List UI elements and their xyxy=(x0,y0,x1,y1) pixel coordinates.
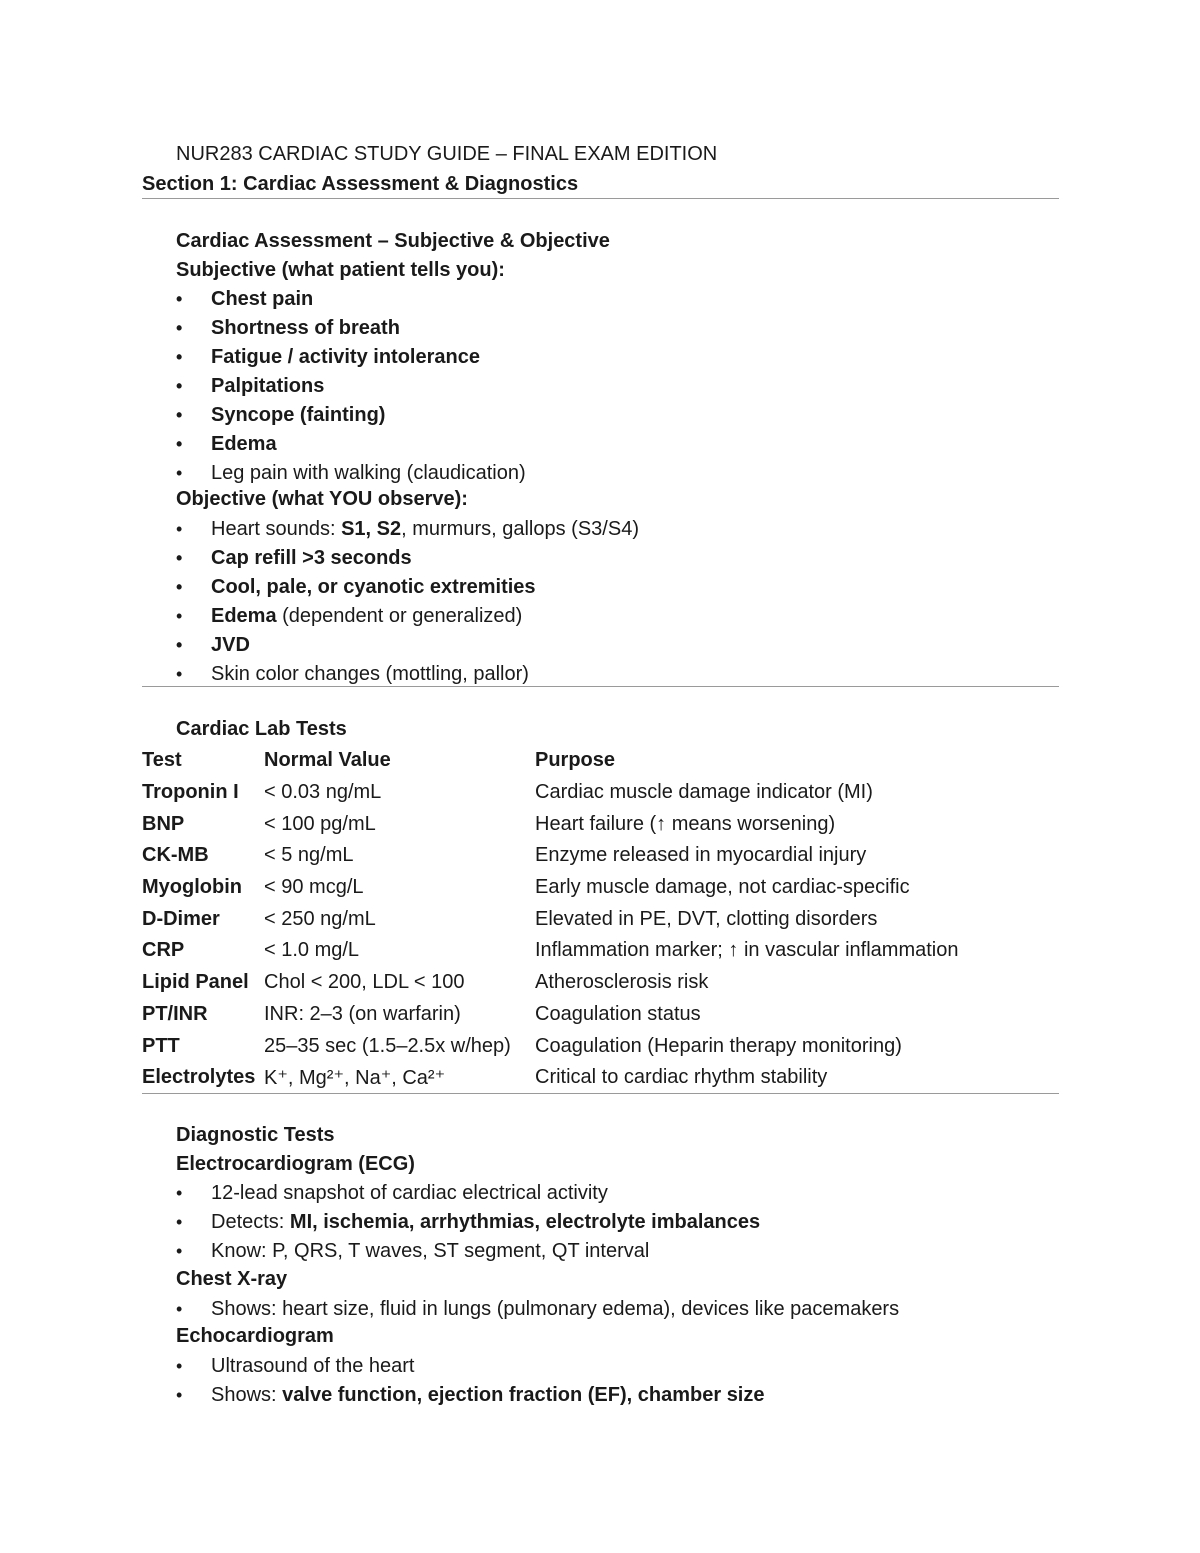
test-cell: Electrolytes xyxy=(142,1066,256,1089)
section-title: Section 1: Cardiac Assessment & Diagnostics xyxy=(142,173,579,195)
normal-cell: < 5 ng/mL xyxy=(264,844,354,867)
purpose-cell: Atherosclerosis risk xyxy=(535,971,709,994)
purpose-cell: Early muscle damage, not cardiac-specific xyxy=(535,876,910,899)
list-item: • Syncope (fainting) xyxy=(176,401,526,430)
subjective-list xyxy=(176,285,526,488)
table-row xyxy=(142,903,1059,935)
table-row xyxy=(142,777,1059,809)
table-row xyxy=(142,999,1059,1031)
list-item: • Ultrasound of the heart xyxy=(176,1352,765,1381)
xray-heading: Chest X-ray xyxy=(176,1268,288,1290)
labs-heading: Cardiac Lab Tests xyxy=(176,718,347,740)
test-cell: PT/INR xyxy=(142,1002,208,1025)
table-row xyxy=(142,808,1059,840)
normal-cell: < 1.0 mg/L xyxy=(264,939,360,962)
normal-cell: INR: 2–3 (on warfarin) xyxy=(264,1002,461,1025)
item-emphasis: Edema xyxy=(211,605,277,627)
list-item: • Cool, pale, or cyanotic extremities xyxy=(176,573,639,602)
divider xyxy=(142,686,1059,687)
purpose-cell: Cardiac muscle damage indicator (MI) xyxy=(535,781,873,804)
item-emphasis: valve function, ejection fraction (EF), chamber size xyxy=(282,1384,765,1406)
normal-cell: < 0.03 ng/mL xyxy=(264,781,382,804)
normal-cell: 25–35 sec (1.5–2.5x w/hep) xyxy=(264,1034,511,1057)
list-item xyxy=(176,1381,765,1410)
table-header-row xyxy=(142,745,1059,777)
normal-cell: < 250 ng/mL xyxy=(264,907,376,930)
list-item xyxy=(176,1208,760,1237)
list-item xyxy=(176,602,639,631)
diagnostics-heading: Diagnostic Tests xyxy=(176,1124,335,1146)
table-row xyxy=(142,872,1059,904)
item-emphasis: S1, S2 xyxy=(341,518,402,540)
list-item xyxy=(176,515,639,544)
item-text: Heart sounds: xyxy=(211,518,342,540)
purpose-cell: Critical to cardiac rhythm stability xyxy=(535,1066,828,1089)
list-item: • Cap refill >3 seconds xyxy=(176,544,639,573)
test-cell: CK-MB xyxy=(142,844,209,867)
test-cell: Lipid Panel xyxy=(142,971,249,994)
objective-list xyxy=(176,515,639,689)
list-item: • Fatigue / activity intolerance xyxy=(176,343,526,372)
normal-cell: < 100 pg/mL xyxy=(264,812,376,835)
objective-heading: Objective (what YOU observe): xyxy=(176,488,468,510)
item-emphasis: MI, ischemia, arrhythmias, electrolyte imbalances xyxy=(289,1211,761,1233)
list-item: • Chest pain xyxy=(176,285,526,314)
list-item: • JVD xyxy=(176,631,639,660)
echo-list xyxy=(176,1352,765,1410)
list-item: • Skin color changes (mottling, pallor) xyxy=(176,660,639,689)
document-title: NUR283 CARDIAC STUDY GUIDE – FINAL EXAM EDITION xyxy=(176,143,718,165)
column-header: Normal Value xyxy=(264,749,391,772)
test-cell: PTT xyxy=(142,1034,180,1057)
list-item: • Leg pain with walking (claudication) xyxy=(176,459,526,488)
xray-list xyxy=(176,1295,899,1324)
table-row xyxy=(142,935,1059,967)
purpose-cell: Elevated in PE, DVT, clotting disorders xyxy=(535,907,878,930)
test-cell: D-Dimer xyxy=(142,907,220,930)
assessment-heading: Cardiac Assessment – Subjective & Objective xyxy=(176,230,610,252)
table-row xyxy=(142,1030,1059,1062)
divider xyxy=(142,1093,1059,1094)
normal-cell: K⁺, Mg²⁺, Na⁺, Ca²⁺ xyxy=(264,1067,446,1090)
test-cell: Troponin I xyxy=(142,781,239,804)
test-cell: CRP xyxy=(142,939,185,962)
item-text: (dependent or generalized) xyxy=(276,605,523,627)
column-header: Test xyxy=(142,749,182,772)
purpose-cell: Coagulation (Heparin therapy monitoring) xyxy=(535,1034,902,1057)
list-item: • Know: P, QRS, T waves, ST segment, QT interval xyxy=(176,1237,760,1266)
table-row xyxy=(142,1062,1059,1094)
purpose-cell: Enzyme released in myocardial injury xyxy=(535,844,867,867)
table-row xyxy=(142,967,1059,999)
test-cell: Myoglobin xyxy=(142,876,242,899)
item-text: Detects: xyxy=(211,1211,290,1233)
test-cell: BNP xyxy=(142,812,185,835)
list-item: • 12-lead snapshot of cardiac electrical activity xyxy=(176,1179,760,1208)
purpose-cell: Coagulation status xyxy=(535,1002,701,1025)
list-item: • Shows: heart size, fluid in lungs (pulmonary edema), devices like pacemakers xyxy=(176,1295,899,1324)
list-item: • Palpitations xyxy=(176,372,526,401)
list-item: • Edema xyxy=(176,430,526,459)
column-header: Purpose xyxy=(535,749,616,772)
purpose-cell: Heart failure (↑ means worsening) xyxy=(535,812,836,835)
table-row xyxy=(142,840,1059,872)
purpose-cell: Inflammation marker; ↑ in vascular inflammation xyxy=(535,939,959,962)
normal-cell: Chol < 200, LDL < 100 xyxy=(264,971,465,994)
item-text: Shows: xyxy=(211,1384,283,1406)
divider xyxy=(142,198,1059,199)
ecg-heading: Electrocardiogram (ECG) xyxy=(176,1153,415,1175)
normal-cell: < 90 mcg/L xyxy=(264,876,364,899)
subjective-heading: Subjective (what patient tells you): xyxy=(176,259,505,281)
item-text: , murmurs, gallops (S3/S4) xyxy=(401,518,639,540)
ecg-list xyxy=(176,1179,760,1266)
echo-heading: Echocardiogram xyxy=(176,1325,334,1347)
lab-table xyxy=(142,745,1059,1094)
list-item: • Shortness of breath xyxy=(176,314,526,343)
